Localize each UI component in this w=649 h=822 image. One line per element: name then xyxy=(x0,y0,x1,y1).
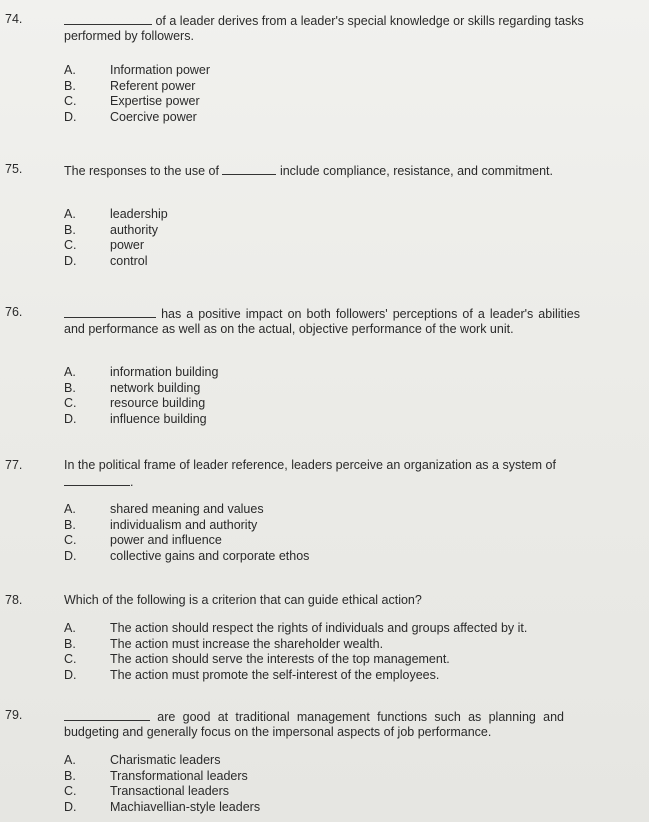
answer-blank xyxy=(64,12,152,25)
option-text: power and influence xyxy=(110,533,222,547)
option-letter: C. xyxy=(64,533,77,547)
option-letter: B. xyxy=(64,636,76,651)
question-number: 77. xyxy=(5,458,23,472)
stem-text: of a leader derives from a leader's special knowledge or skills regarding tasks performed by followers. xyxy=(64,14,584,43)
stem-text: The responses to the use of xyxy=(64,164,219,178)
question-stem xyxy=(64,162,586,179)
option-text: power xyxy=(110,238,145,252)
option-letter: D. xyxy=(64,253,77,268)
option-letter: A. xyxy=(64,365,76,379)
option-letter: D. xyxy=(64,667,77,682)
option-letter: B. xyxy=(64,517,76,532)
option-letter: C. xyxy=(64,396,77,410)
stem-text: include compliance, resistance, and commitment. xyxy=(279,164,553,178)
question-number: 76. xyxy=(5,305,23,319)
answer-blank xyxy=(64,708,150,721)
stem-text: Which of the following is a criterion that can guide ethical action? xyxy=(64,593,422,607)
question-number: 79. xyxy=(5,708,23,722)
option-text: collective gains and corporate ethos xyxy=(110,548,310,563)
answer-blank xyxy=(222,162,276,175)
option-letter: A. xyxy=(64,502,76,516)
option-letter: C. xyxy=(64,94,77,108)
option-letter: A. xyxy=(64,63,76,77)
stem-text: . xyxy=(130,475,134,489)
question-stem xyxy=(64,458,584,490)
option-text: individualism and authority xyxy=(110,517,258,532)
option-text: control xyxy=(110,253,148,268)
option-letter: B. xyxy=(64,380,76,395)
option-text: leadership xyxy=(110,207,168,221)
option-text: Charismatic leaders xyxy=(110,753,221,767)
option-letter: C. xyxy=(64,784,77,798)
option-text: influence building xyxy=(110,411,207,426)
option-letter: A. xyxy=(64,753,76,767)
question-stem xyxy=(64,12,592,44)
question-number: 75. xyxy=(5,162,23,176)
question-stem xyxy=(64,593,604,608)
option-text: Referent power xyxy=(110,78,196,93)
option-text: network building xyxy=(110,380,201,395)
question-stem xyxy=(64,708,564,740)
option-text: The action should serve the interests of the top management. xyxy=(110,652,450,666)
answer-blank xyxy=(64,473,130,486)
option-text: Expertise power xyxy=(110,94,200,108)
option-text: shared meaning and values xyxy=(110,502,264,516)
question-number: 78. xyxy=(5,593,23,607)
option-letter: B. xyxy=(64,768,76,783)
option-text: resource building xyxy=(110,396,206,410)
stem-text: In the political frame of leader reference, leaders perceive an organization as a system of xyxy=(64,458,556,472)
option-letter: D. xyxy=(64,109,77,124)
option-letter: B. xyxy=(64,78,76,93)
stem-text: has a positive impact on both followers' perceptions of a leader's abilities and performance as well as on the actual, objective performance of the work unit. xyxy=(64,307,580,336)
option-letter: D. xyxy=(64,799,77,814)
option-text: information building xyxy=(110,365,219,379)
option-letter: C. xyxy=(64,652,77,666)
option-text: authority xyxy=(110,222,158,237)
option-text: The action should respect the rights of individuals and groups affected by it. xyxy=(110,621,528,635)
option-letter: C. xyxy=(64,238,77,252)
option-text: Coercive power xyxy=(110,109,197,124)
option-text: The action must increase the shareholder wealth. xyxy=(110,636,384,651)
stem-text: are good at traditional management functions such as planning and budgeting and generally focus on the impersonal aspects of job performance. xyxy=(64,710,564,739)
option-text: Transformational leaders xyxy=(110,768,248,783)
option-text: The action must promote the self-interest of the employees. xyxy=(110,667,440,682)
option-letter: D. xyxy=(64,548,77,563)
question-stem xyxy=(64,305,580,337)
option-letter: A. xyxy=(64,621,76,635)
option-text: Transactional leaders xyxy=(110,784,230,798)
option-letter: B. xyxy=(64,222,76,237)
option-text: Machiavellian-style leaders xyxy=(110,799,261,814)
option-text: Information power xyxy=(110,63,211,77)
option-letter: A. xyxy=(64,207,76,221)
answer-blank xyxy=(64,305,156,318)
option-letter: D. xyxy=(64,411,77,426)
question-number: 74. xyxy=(5,12,23,26)
